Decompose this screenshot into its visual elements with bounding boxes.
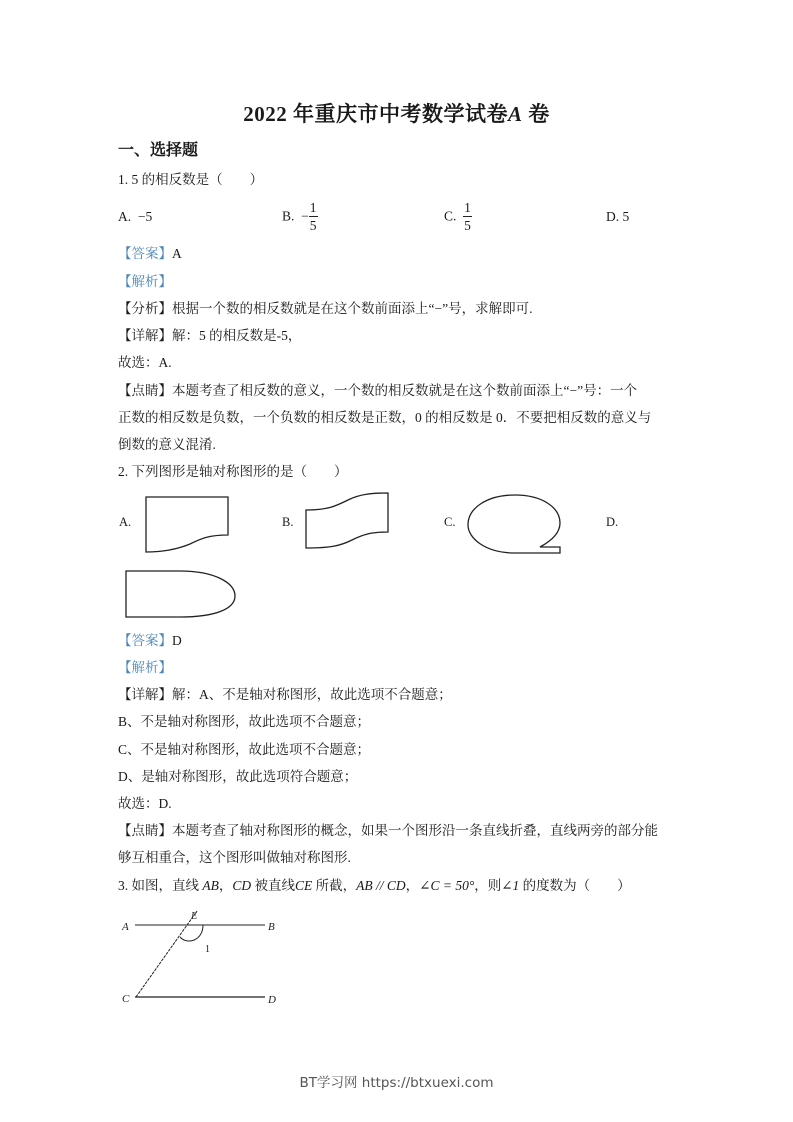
shape-b-figure [300,488,400,558]
title-text: 2022 年重庆市中考数学试卷 [243,102,508,126]
q1-guxuan: 故选：A. [118,355,172,370]
q2-line-b: B、不是轴对称图形，故此选项不合题意； [118,714,371,729]
q1-dianjing [118,381,637,401]
fenxi-text: 根据一个数的相反数就是在这个数前面添上“−”号，求解即可. [172,301,533,316]
shape-label-c: C. [444,515,456,529]
fraction [309,199,318,234]
separator: ， [218,878,233,893]
numerator: 1 [309,200,317,215]
numerator: 1 [464,200,471,215]
geometry-figure [115,905,295,1015]
separator: ， [405,878,420,893]
q1-xiangjie [118,326,301,346]
footer-watermark: BT学习网 https://btxuexi.com [299,1075,494,1091]
choice-value: −5 [137,209,153,224]
xiangjie-tag: 【详解】 [118,687,172,702]
parallel-relation: AB // CD [356,878,406,893]
shape-c-figure [465,490,575,560]
dianjing-tag: 【点睛】 [118,383,172,398]
dianjing-text: 本题考查了轴对称图形的概念，如果一个图形沿一条直线折叠，直线两旁的部分能 [172,823,658,838]
choice-label: B. [282,208,295,224]
line-cd: CD [232,878,252,893]
angle-c-value: ∠C = 50° [419,878,475,893]
section-heading: 一、选择题 [118,142,199,159]
analysis-tag: 【解析】 [118,274,172,289]
q2-dianjing-line2: 够互相重合，这个图形叫做轴对称图形. [118,850,351,865]
q1-choice-b [282,199,318,234]
choice-label: D. [606,209,620,224]
label-d: D [268,994,276,1006]
dianjing-tag: 【点睛】 [118,823,172,838]
answer-tag: 【答案】 [118,246,172,261]
q1-choice-c [444,199,472,234]
label-b: B [268,921,275,933]
q3-stem [118,876,631,896]
q1-answer [118,244,182,264]
line-ab: AB [202,878,219,893]
denominator: 5 [464,218,471,233]
label-a: A [122,921,129,933]
answer-value: D [172,633,182,648]
shape-d-figure [120,567,245,622]
label-c: C [122,993,130,1005]
minus-sign: − [301,208,309,224]
q2-guxuan: 故选：D. [118,796,172,811]
shape-label-b: B. [282,515,294,529]
choice-value: 5 [622,209,630,224]
q2-line-c: C、不是轴对称图形，故此选项不合题意； [118,742,371,757]
q2-stem: 2. 下列图形是轴对称图形的是（ ） [118,464,348,479]
q2-answer [118,631,182,651]
q1-choice-d [606,207,629,227]
shape-a-figure [140,492,240,562]
label-e: E [191,911,198,922]
q1-fenxi [118,299,532,319]
q1-stem: 1. 5 的相反数是（ ） [118,172,264,187]
fenxi-tag: 【分析】 [118,301,172,316]
title-suffix: 卷 [522,102,550,126]
dianjing-text: 本题考查了相反数的意义，一个数的相反数就是在这个数前面添上“−”号：一个 [172,383,638,398]
answer-value: A [172,246,182,261]
q2-line-d: D、是轴对称图形，故此选项符合题意； [118,769,358,784]
q2-xiangjie [118,685,452,705]
q1-dianjing-line2: 正数的相反数是负数，一个负数的相反数是正数，0 的相反数是 0．不要把相反数的意义与 [118,410,652,425]
angle-1: ∠1 [501,878,520,893]
shape-label-a: A. [119,515,132,529]
denominator: 5 [309,218,317,233]
q1-dianjing-line3: 倒数的意义混淆. [118,437,216,452]
answer-tag: 【答案】 [118,633,172,648]
line-ce: CE [295,878,313,893]
analysis-tag: 【解析】 [118,660,172,675]
label-angle-1: 1 [205,944,210,955]
xiangjie-tag: 【详解】 [118,328,172,343]
stem-text: 的度数为（ ） [519,878,631,893]
q1-analysis-tag [118,272,172,292]
choice-label: C. [444,208,457,224]
stem-text: 被直线 [251,878,296,893]
choice-label: A. [118,209,132,224]
stem-text: 所截， [312,878,357,893]
xiangjie-text: 解：5 的相反数是-5， [172,328,302,343]
q1-choice-a [118,207,152,227]
stem-text: ，则 [474,878,502,893]
title-italic: A [507,102,523,126]
q2-analysis-tag [118,658,172,678]
fraction [463,199,472,234]
stem-text: 3. 如图，直线 [118,878,203,893]
xiangjie-text: 解：A、不是轴对称图形，故此选项不合题意； [172,687,452,702]
page-title [0,98,793,128]
shape-label-d: D. [606,515,619,529]
q2-dianjing [118,821,658,841]
